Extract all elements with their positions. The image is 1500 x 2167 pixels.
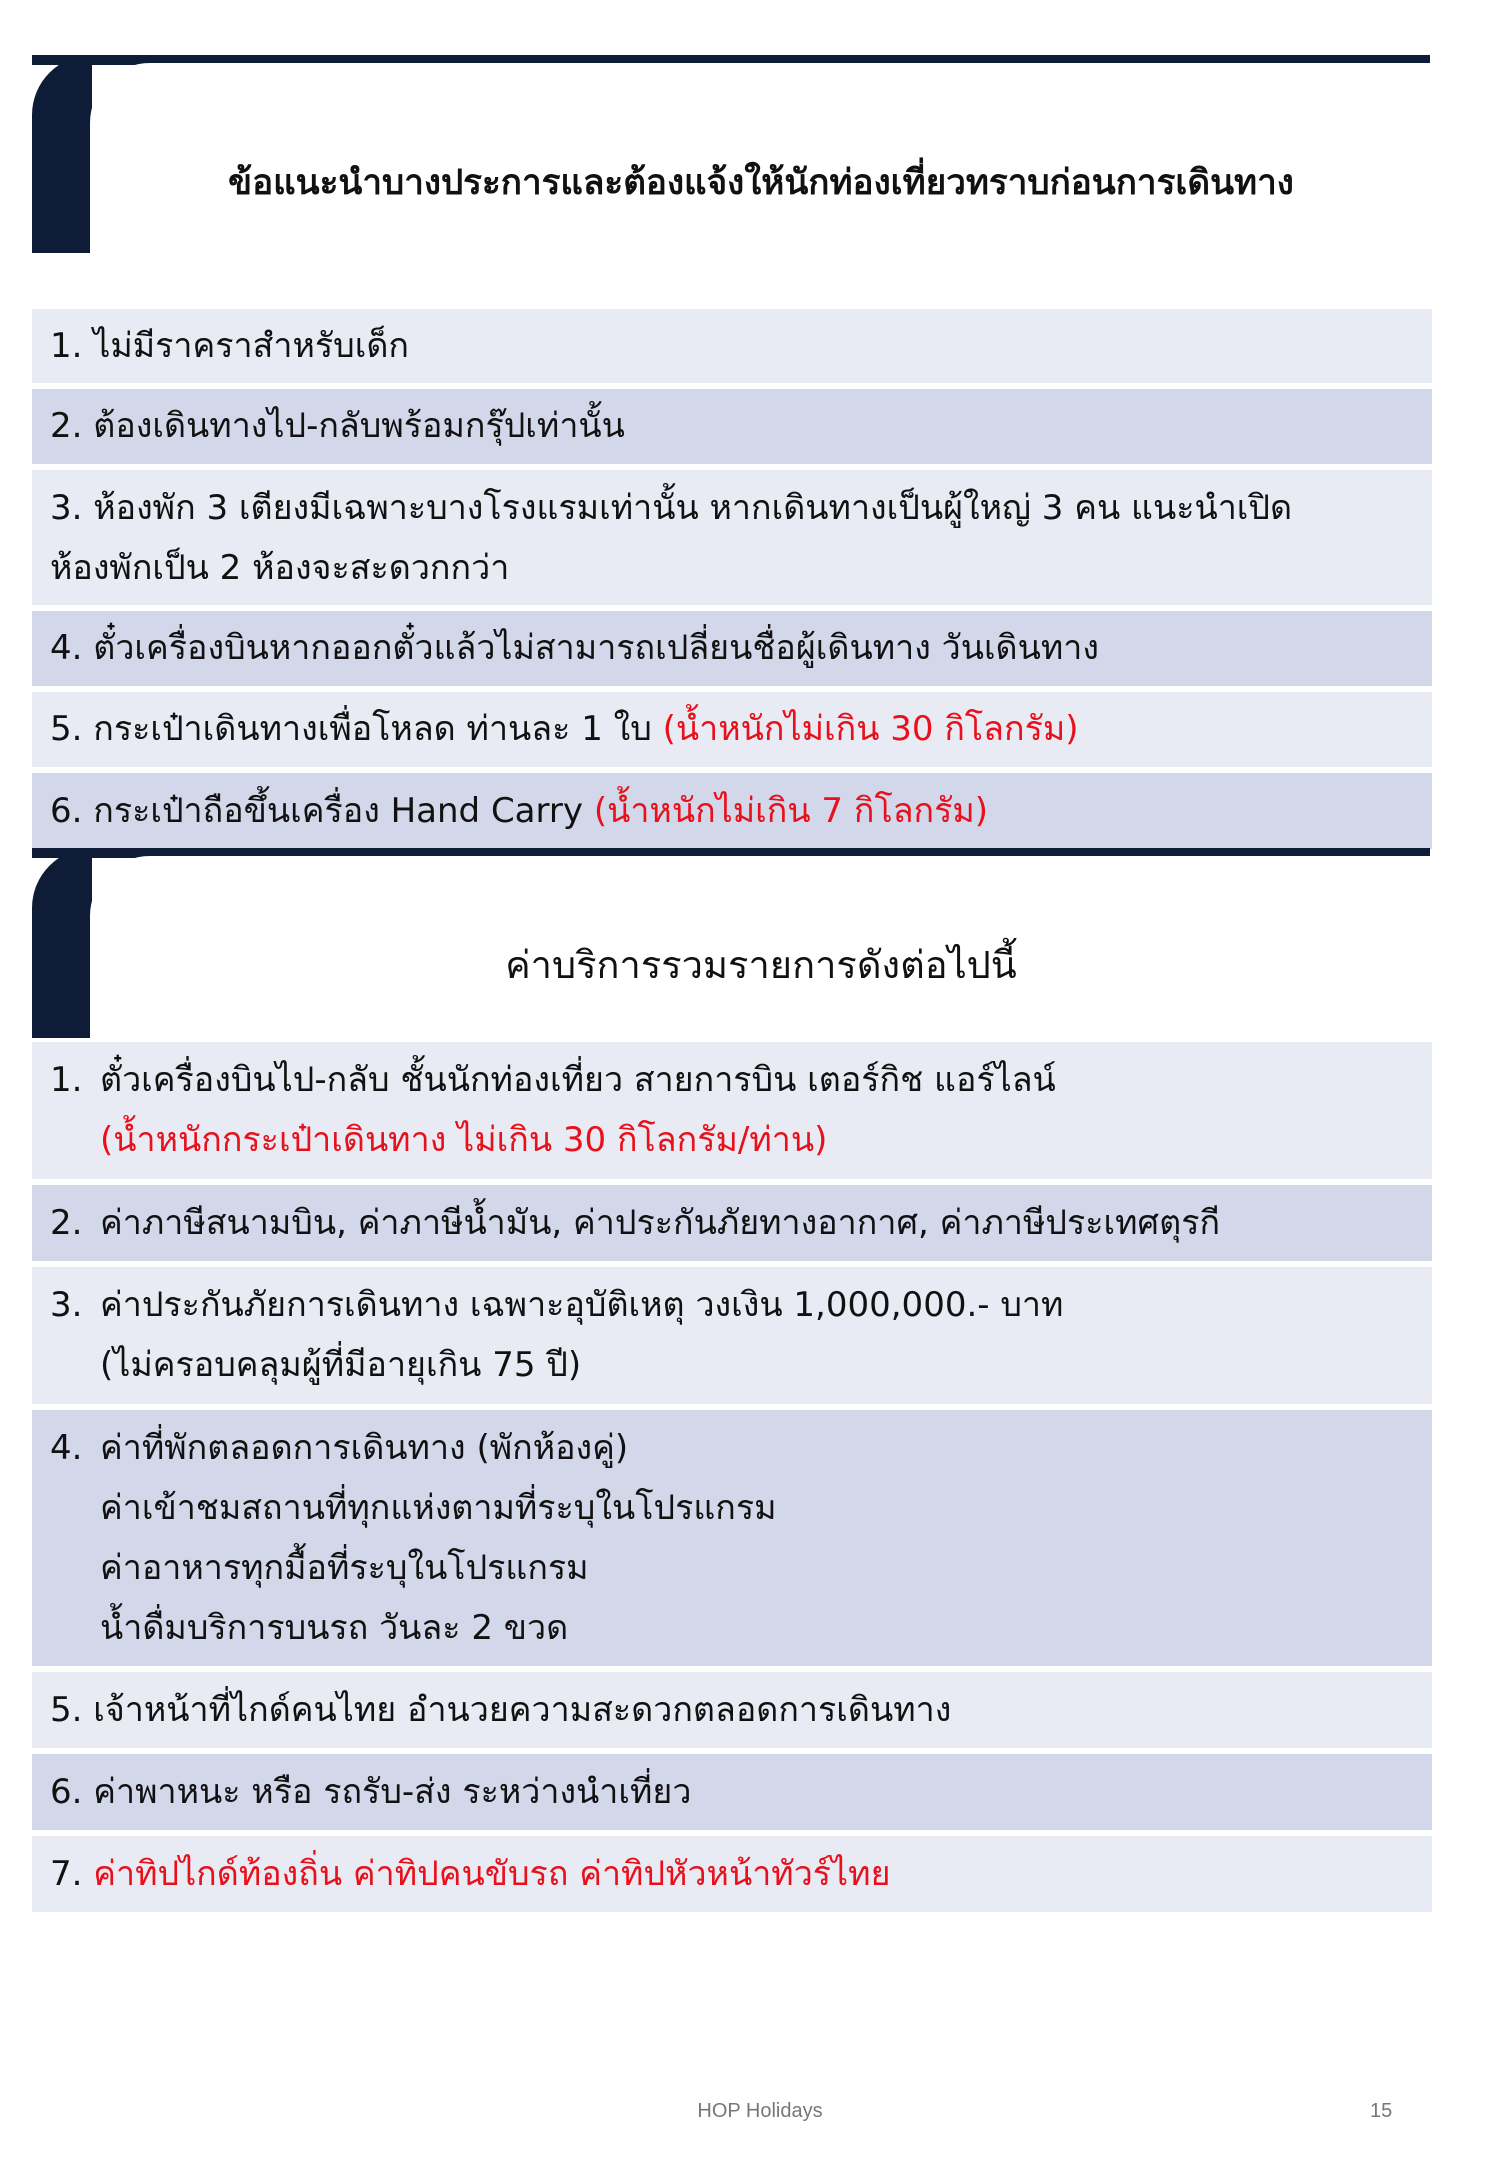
- included-item-text: ค่าภาษีสนามบิน, ค่าภาษีน้ำมัน, ค่าประกันภัยทางอากาศ, ค่าภาษีประเทศตุรกี: [100, 1203, 1221, 1243]
- included-item-5: [32, 1672, 1432, 1748]
- advice-title: ข้อแนะนำบางประการและต้องแจ้งให้นักท่องเที่ยวทราบก่อนการเดินทาง: [228, 163, 1294, 203]
- included-item-text-line2: (ไม่ครอบคลุมผู้ที่มีอายุเกิน 75 ปี): [100, 1345, 582, 1385]
- included-item-red-note: (น้ำหนักกระเป๋าเดินทาง ไม่เกิน 30 กิโลกรัม/ท่าน): [100, 1120, 828, 1160]
- advice-item-3: [32, 470, 1432, 605]
- advice-item-red-note: (น้ำหนักไม่เกิน 30 กิโลกรัม): [662, 709, 1079, 749]
- included-item-2: [32, 1185, 1432, 1261]
- included-item-text-line4: น้ำดื่มบริการบนรถ วันละ 2 ขวด: [100, 1608, 569, 1648]
- included-item-text: 7.: [50, 1854, 94, 1894]
- advice-item-4: [32, 611, 1432, 686]
- included-item-6: [32, 1754, 1432, 1830]
- included-item-text: ค่าประกันภัยการเดินทาง เฉพาะอุบัติเหตุ วงเงิน 1,000,000.- บาท: [100, 1285, 1064, 1325]
- included-item-red-note: ค่าทิปไกด์ท้องถิ่น ค่าทิปคนขับรถ ค่าทิปหัวหน้าทัวร์ไทย: [93, 1854, 891, 1894]
- included-title: ค่าบริการรวมรายการดังต่อไปนี้: [505, 943, 1017, 987]
- footer-brand: HOP Holidays: [697, 2100, 823, 2122]
- included-item-3: [32, 1267, 1432, 1404]
- advice-item-text: 6. กระเป๋าถือขึ้นเครื่อง Hand Carry: [50, 791, 594, 831]
- advice-item-text-line2: ห้องพักเป็น 2 ห้องจะสะดวกกว่า: [50, 548, 510, 588]
- advice-item-text: 4. ตั๋วเครื่องบินหากออกตั๋วแล้วไม่สามารถเปลี่ยนชื่อผู้เดินทาง วันเดินทาง: [50, 628, 1099, 668]
- advice-item-2: [32, 389, 1432, 464]
- included-services-section: [32, 848, 1432, 1912]
- advice-item-text-line1: 3. ห้องพัก 3 เตียงมีเฉพาะบางโรงแรมเท่านั้น หากเดินทางเป็นผู้ใหญ่ 3 คน แนะนำเปิด: [50, 488, 1293, 528]
- advice-item-5: [32, 692, 1432, 767]
- included-item-text-line3: ค่าอาหารทุกมื้อที่ระบุในโปรแกรม: [100, 1548, 589, 1588]
- header-left-bar: [32, 848, 92, 1038]
- page-number: 15: [1370, 2100, 1393, 2122]
- advice-section: [32, 55, 1432, 849]
- advice-item-6: [32, 773, 1432, 849]
- included-item-text: 6. ค่าพาหนะ หรือ รถรับ-ส่ง ระหว่างนำเที่ยว: [50, 1772, 692, 1812]
- item-number: 1.: [50, 1060, 83, 1100]
- included-item-text: 5. เจ้าหน้าที่ไกด์คนไทย อำนวยความสะดวกตลอดการเดินทาง: [50, 1690, 952, 1730]
- item-number: 2.: [50, 1203, 83, 1243]
- advice-item-text: 2. ต้องเดินทางไป-กลับพร้อมกรุ๊ปเท่านั้น: [50, 406, 625, 446]
- item-number: 4.: [50, 1428, 83, 1468]
- included-list: [32, 1042, 1432, 1912]
- item-number: 3.: [50, 1285, 83, 1325]
- advice-item-red-note: (น้ำหนักไม่เกิน 7 กิโลกรัม): [593, 791, 989, 831]
- included-item-text: ค่าที่พักตลอดการเดินทาง (พักห้องคู่): [100, 1428, 629, 1468]
- advice-header: [32, 55, 1432, 253]
- header-left-bar: [32, 55, 92, 253]
- included-item-1: [32, 1042, 1432, 1179]
- included-item-text-line2: ค่าเข้าชมสถานที่ทุกแห่งตามที่ระบุในโปรแกรม: [100, 1488, 777, 1528]
- included-item-text: ตั๋วเครื่องบินไป-กลับ ชั้นนักท่องเที่ยว สายการบิน เตอร์กิช แอร์ไลน์: [100, 1060, 1056, 1100]
- included-item-4: [32, 1410, 1432, 1666]
- advice-list: [32, 309, 1432, 849]
- included-header: [32, 848, 1432, 1038]
- advice-item-text: 5. กระเป๋าเดินทางเพื่อโหลด ท่านละ 1 ใบ: [50, 709, 663, 749]
- included-item-7: [32, 1836, 1432, 1912]
- advice-item-text: 1. ไม่มีราคราสำหรับเด็ก: [50, 326, 410, 366]
- advice-item-1: [32, 309, 1432, 383]
